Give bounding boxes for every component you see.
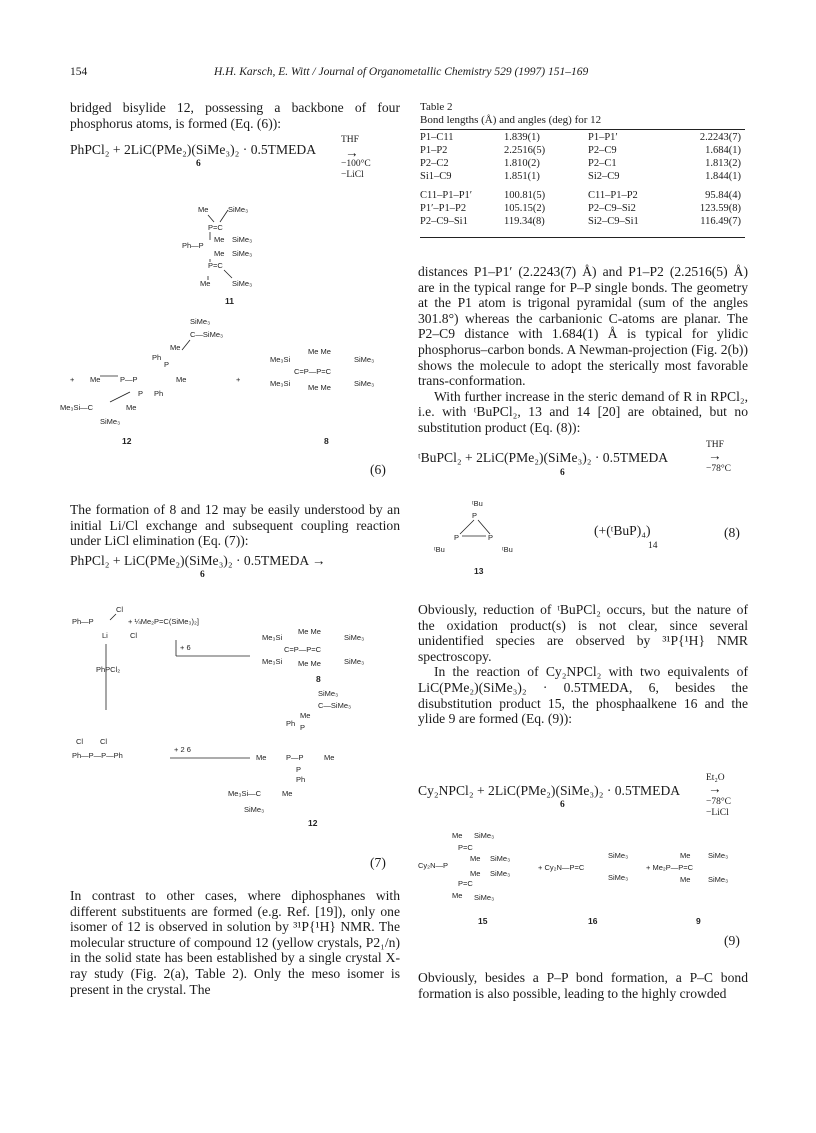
- equation-8-temperature: −78°C: [706, 464, 731, 474]
- svg-text:SiMe₃: SiMe₃: [344, 633, 365, 642]
- table-row: [420, 215, 745, 228]
- structure-15-label: 15: [478, 916, 488, 926]
- equation-6-number: (6): [370, 462, 386, 477]
- svg-text:SiMe₃: SiMe₃: [354, 379, 375, 388]
- svg-text:Ph: Ph: [152, 353, 162, 362]
- svg-text:+ Cy₂N—P=C: + Cy₂N—P=C: [538, 863, 585, 872]
- svg-text:12: 12: [308, 818, 318, 828]
- svg-text:P: P: [296, 765, 302, 774]
- structure-13: [420, 496, 540, 581]
- equation-8-side-product-label: 14: [648, 541, 658, 551]
- svg-text:SiMe₃: SiMe₃: [490, 854, 511, 863]
- svg-text:Cl: Cl: [130, 631, 138, 640]
- svg-text:Me: Me: [680, 875, 691, 884]
- structure-11-label: 11: [225, 296, 234, 306]
- page-header: [0, 66, 816, 82]
- svg-text:Me: Me: [214, 235, 225, 244]
- svg-text:P=C: P=C: [208, 261, 223, 270]
- svg-text:Me: Me: [214, 249, 225, 258]
- table-cell: P1–P2: [420, 145, 448, 156]
- right-paragraph-1: distances P1–P1′ (2.2243(7) Å) and P1–P2 (2.2516(5) Å) are in the typical range for P–P single bonds. The geometry at the P1 atom is trigonal pyramidal (sum of the angles 301.8°) whereas the carbanionic C-atoms are planar. The P2–C9 distance with 1.684(1) Å is typical for ylidic phosphorus–carbon bonds. A Newman-projection (Fig. 2(b)) shows the molecule to adopt the sterically most favorable trans-conformation. With further increase in the steric demand of R in RPCl₂, i.e. with ᵗBuPCl₂, 13 and 14 [20] are obtained, but no substitution product (Eq. (8)):: [418, 264, 748, 435]
- svg-text:Me: Me: [470, 854, 481, 863]
- equation-6-solvent: THF: [341, 135, 359, 145]
- svg-text:SiMe₃: SiMe₃: [344, 657, 365, 666]
- table-cell: 1.844(1): [705, 171, 741, 182]
- table-cell: C11–P1–P1′: [420, 190, 473, 201]
- svg-text:C—SiMe₃: C—SiMe₃: [190, 330, 224, 339]
- svg-text:Me: Me: [126, 403, 137, 412]
- table-cell: 100.81(5): [504, 190, 546, 201]
- svg-text:C—SiMe₃: C—SiMe₃: [318, 701, 352, 710]
- svg-text:SiMe₃: SiMe₃: [232, 249, 253, 258]
- equation-8-number: (8): [724, 525, 740, 540]
- svg-text:Me: Me: [198, 205, 209, 214]
- equation-6-lhs: PhPCl₂ + 2LiC(PMe₂)(SiMe₃)₂ · 0.5TMEDA: [70, 142, 317, 157]
- table-row: [420, 131, 745, 144]
- table-cell: P2–C2: [420, 158, 449, 169]
- structure-16-label: 16: [588, 916, 598, 926]
- svg-text:+ 2 6: + 2 6: [174, 745, 191, 754]
- table-2-title: Table 2: [420, 101, 453, 113]
- svg-text:Cl: Cl: [100, 737, 108, 746]
- svg-text:PhPCl₂: PhPCl₂: [96, 665, 121, 674]
- table-cell: 95.84(4): [705, 190, 741, 201]
- svg-text:ᵗBu: ᵗBu: [472, 499, 483, 508]
- svg-text:SiMe₃: SiMe₃: [490, 869, 511, 878]
- svg-text:SiMe₃: SiMe₃: [244, 805, 265, 814]
- equation-6-compound-label: 6: [196, 159, 201, 169]
- structure-12-label: 12: [122, 436, 132, 446]
- equation-9-compound-label: 6: [560, 800, 565, 810]
- table-cell: P1′–P1–P2: [420, 203, 467, 214]
- equation-9-solvent: Et₂O: [706, 773, 725, 783]
- svg-text:Me: Me: [200, 279, 211, 288]
- svg-text:SiMe₃: SiMe₃: [190, 317, 211, 326]
- table-cell: 105.15(2): [504, 203, 546, 214]
- svg-text:Me: Me: [90, 375, 101, 384]
- svg-text:Cl: Cl: [116, 605, 124, 614]
- table-cell: 1.684(1): [705, 145, 741, 156]
- table-cell: 1.813(2): [705, 158, 741, 169]
- svg-text:Me₃Si: Me₃Si: [262, 657, 283, 666]
- equation-7-lhs: PhPCl₂ + LiC(PMe₂)(SiMe₃)₂ · 0.5TMEDA →: [70, 553, 326, 568]
- equation-8-compound-label: 6: [560, 468, 565, 478]
- svg-text:C=P—P=C: C=P—P=C: [284, 645, 322, 654]
- svg-text:P: P: [138, 389, 144, 398]
- running-title: H.H. Karsch, E. Witt / Journal of Organometallic Chemistry 529 (1997) 151–169: [214, 66, 589, 78]
- table-cell: P1–P1′: [588, 132, 618, 143]
- svg-text:Me Me: Me Me: [298, 627, 321, 636]
- table-bottom-rule: [420, 237, 745, 238]
- svg-text:P: P: [164, 360, 170, 369]
- svg-text:Ph: Ph: [154, 389, 164, 398]
- table-cell: 1.851(1): [504, 171, 540, 182]
- svg-text:SiMe₃: SiMe₃: [474, 893, 495, 902]
- svg-text:Me₃Si—C: Me₃Si—C: [228, 789, 262, 798]
- svg-text:SiMe₃: SiMe₃: [232, 235, 253, 244]
- table-cell: 2.2516(5): [504, 145, 546, 156]
- left-paragraph-1: bridged bisylide 12, possessing a backbone of four phosphorus atoms, is formed (Eq. (6)):: [70, 100, 400, 131]
- svg-text:P: P: [300, 723, 306, 732]
- svg-text:+ 6: + 6: [180, 643, 191, 652]
- structure-11: [180, 200, 300, 310]
- svg-text:Me: Me: [176, 375, 187, 384]
- equation-7-number: (7): [370, 855, 386, 870]
- svg-text:Me: Me: [300, 711, 311, 720]
- svg-text:Ph—P—P—Ph: Ph—P—P—Ph: [72, 751, 123, 760]
- equation-6-arrow: →: [345, 145, 359, 160]
- table-cell: 1.839(1): [504, 132, 540, 143]
- equation-9-byproduct: −LiCl: [706, 808, 729, 818]
- equation-6-temperature: −100°C: [341, 159, 371, 169]
- svg-text:Li: Li: [102, 631, 108, 640]
- svg-text:8: 8: [316, 674, 321, 684]
- structure-13-label: 13: [474, 566, 484, 576]
- svg-text:+: +: [236, 375, 241, 384]
- svg-text:Ph: Ph: [296, 775, 306, 784]
- svg-text:P=C: P=C: [208, 223, 223, 232]
- svg-text:SiMe₃: SiMe₃: [100, 417, 121, 426]
- table-row: [420, 170, 745, 183]
- table-cell: 123.59(8): [699, 203, 741, 214]
- equation-8-arrow: →: [708, 448, 722, 463]
- svg-text:SiMe₃: SiMe₃: [608, 873, 629, 882]
- svg-text:Ph—P: Ph—P: [72, 617, 94, 626]
- left-paragraph-2: The formation of 8 and 12 may be easily understood by an initial Li/Cl exchange and subsequent coupling reaction under LiCl elimination (Eq. (7)):: [70, 502, 400, 549]
- svg-text:P: P: [488, 533, 494, 542]
- svg-text:Me: Me: [256, 753, 267, 762]
- svg-text:SiMe₃: SiMe₃: [354, 355, 375, 364]
- table-cell: Si2–C9: [588, 171, 620, 182]
- svg-text:P: P: [454, 533, 460, 542]
- svg-text:Me: Me: [680, 851, 691, 860]
- svg-text:Cl: Cl: [76, 737, 84, 746]
- right-paragraph-3: Obviously, besides a P–P bond formation, a P–C bond formation is also possible, leading to the highly crowded: [418, 970, 748, 1001]
- equation-9-number: (9): [724, 933, 740, 948]
- svg-text:SiMe₃: SiMe₃: [474, 831, 495, 840]
- equation-9-arrow: →: [708, 781, 722, 796]
- structure-9-label: 9: [696, 916, 701, 926]
- svg-text:Me: Me: [470, 869, 481, 878]
- table-row: [420, 144, 745, 157]
- scheme-7: [70, 600, 400, 845]
- table-cell: P1–C11: [420, 132, 454, 143]
- svg-text:ᵗBu: ᵗBu: [434, 545, 445, 554]
- table-cell: Si2–C9–Si1: [588, 216, 639, 227]
- table-cell: P2–C9–Si1: [420, 216, 468, 227]
- svg-text:Cy₂N—P: Cy₂N—P: [418, 861, 448, 870]
- svg-text:SiMe₃: SiMe₃: [232, 279, 253, 288]
- svg-text:P=C: P=C: [458, 843, 473, 852]
- svg-text:Me: Me: [324, 753, 335, 762]
- svg-text:SiMe₃: SiMe₃: [318, 689, 339, 698]
- equation-9-temperature: −78°C: [706, 797, 731, 807]
- svg-text:+ ¼Me₂P=C(SiMe₃)₂]: + ¼Me₂P=C(SiMe₃)₂]: [128, 617, 199, 626]
- svg-text:P—P: P—P: [286, 753, 304, 762]
- svg-text:P=C: P=C: [458, 879, 473, 888]
- svg-text:Me Me: Me Me: [308, 347, 331, 356]
- table-cell: P2–C9: [588, 145, 617, 156]
- svg-text:+ Me₂P—P=C: + Me₂P—P=C: [646, 863, 694, 872]
- scheme-9: [418, 828, 748, 928]
- svg-text:SiMe₃: SiMe₃: [708, 851, 729, 860]
- table-row: [420, 157, 745, 170]
- table-cell: P2–C1: [588, 158, 617, 169]
- svg-text:Me₃Si: Me₃Si: [262, 633, 283, 642]
- equation-8-side-product: (+(ᵗBuP)₄): [594, 523, 651, 538]
- svg-text:P—P: P—P: [120, 375, 138, 384]
- table-cell: 2.2243(7): [699, 132, 741, 143]
- svg-text:Me: Me: [452, 891, 463, 900]
- table-2: [420, 131, 745, 228]
- svg-text:Me: Me: [452, 831, 463, 840]
- svg-text:Ph—P: Ph—P: [182, 241, 204, 250]
- svg-text:Me Me: Me Me: [308, 383, 331, 392]
- table-row: [420, 202, 745, 215]
- svg-text:Me: Me: [282, 789, 293, 798]
- table-cell: 119.34(8): [504, 216, 545, 227]
- svg-text:+: +: [70, 375, 75, 384]
- equation-8-lhs: ᵗBuPCl₂ + 2LiC(PMe₂)(SiMe₃)₂ · 0.5TMEDA: [418, 450, 669, 465]
- equation-7-compound-label: 6: [200, 570, 205, 580]
- equation-9-lhs: Cy₂NPCl₂ + 2LiC(PMe₂)(SiMe₃)₂ · 0.5TMEDA: [418, 783, 681, 798]
- table-cell: C11–P1–P2: [588, 190, 638, 201]
- svg-text:C=P—P=C: C=P—P=C: [294, 367, 332, 376]
- table-cell: 116.49(7): [700, 216, 741, 227]
- table-row: [420, 183, 745, 202]
- svg-text:Me: Me: [170, 343, 181, 352]
- table-cell: 1.810(2): [504, 158, 540, 169]
- svg-text:SiMe₃: SiMe₃: [228, 205, 249, 214]
- equation-6-byproduct: −LiCl: [341, 170, 364, 180]
- table-cell: P2–C9–Si2: [588, 203, 636, 214]
- right-paragraph-2: Obviously, reduction of ᵗBuPCl₂ occurs, but the nature of the oxidation product(s) is not clear, since several unidentified species are observed by ³¹P{¹H} NMR spectroscopy. In the reaction of Cy₂NPCl₂ with two equivalents of LiC(PMe₂)(SiMe₃)₂ · 0.5TMEDA, 6, besides the disubstitution product 15, the phosphaalkene 16 and the ylide 9 are formed (Eq. (9)):: [418, 602, 748, 727]
- svg-text:SiMe₃: SiMe₃: [708, 875, 729, 884]
- structure-12-plus-8: [60, 310, 400, 450]
- svg-text:Ph: Ph: [286, 719, 296, 728]
- equation-8-solvent: THF: [706, 440, 724, 450]
- svg-text:Me Me: Me Me: [298, 659, 321, 668]
- svg-text:Me₃Si: Me₃Si: [270, 355, 291, 364]
- page-number: 154: [70, 66, 88, 78]
- table-top-rule: [420, 129, 745, 130]
- table-2-caption: Bond lengths (Å) and angles (deg) for 12: [420, 114, 602, 126]
- table-cell: Si1–C9: [420, 171, 452, 182]
- structure-8-label: 8: [324, 436, 329, 446]
- left-paragraph-3: In contrast to other cases, where diphosphanes with different substituents are formed (e.g. Ref. [19]), only one isomer of 12 is observed in solution by ³¹P{¹H} NMR. The molecular structure of compound 12 (yellow crystals, P2₁/n) in the solid state has been established by a single crystal X-ray study (Fig. 2(a), Table 2). Only the meso isomer is present in the crystal. The: [70, 888, 400, 997]
- svg-text:ᵗBu: ᵗBu: [502, 545, 513, 554]
- svg-text:P: P: [472, 511, 478, 520]
- svg-text:SiMe₃: SiMe₃: [608, 851, 629, 860]
- svg-text:Me₃Si: Me₃Si: [270, 379, 291, 388]
- svg-text:Me₃Si—C: Me₃Si—C: [60, 403, 94, 412]
